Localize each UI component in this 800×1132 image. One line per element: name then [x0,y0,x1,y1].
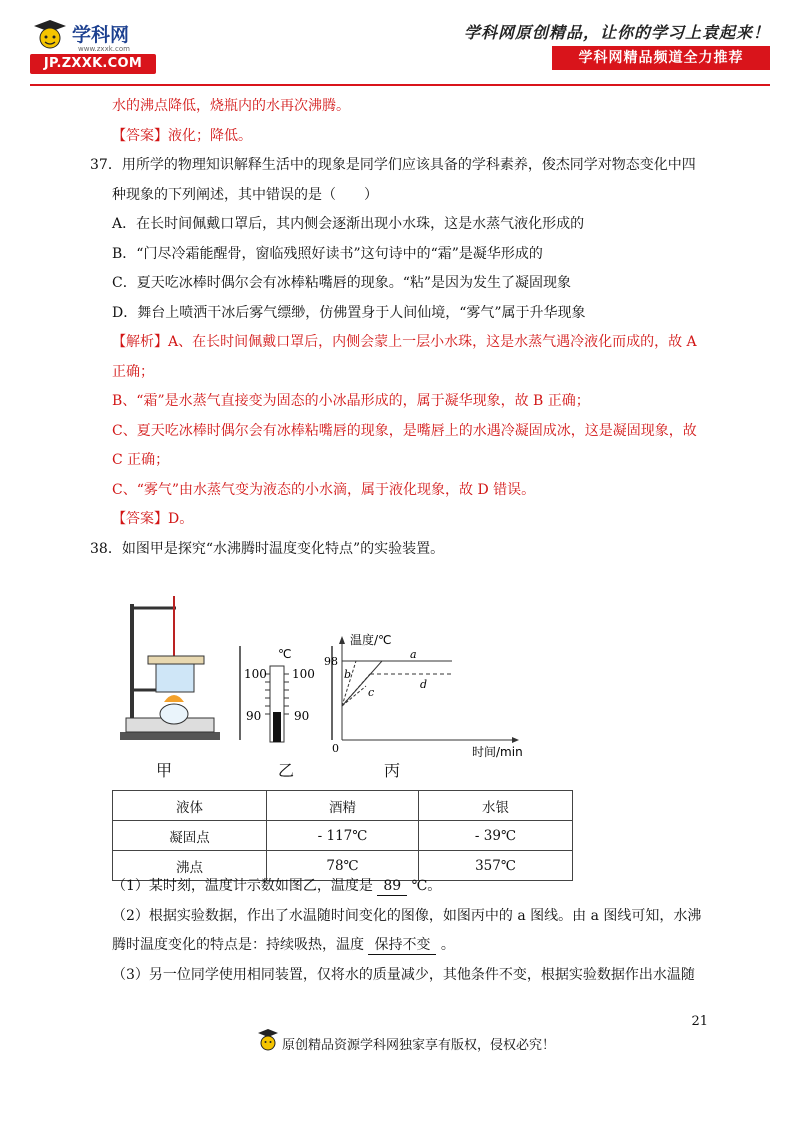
logo-url-bar [30,54,156,74]
q37-answer: 【答案】D。 [112,511,194,527]
q38-subquestions [112,872,712,990]
q38-figure [112,590,572,785]
thermo-100-right: 100 [292,667,315,681]
thermo-unit: ℃ [278,647,292,661]
prev-explanation: 水的沸点降低，烧瓶内的水再次沸腾。 [112,98,350,114]
liquid-properties-table [112,790,573,881]
channel-banner [552,46,770,70]
q38-part2-end: 。 [440,937,455,953]
graph-xlabel: 时间/min [472,745,523,759]
q38-stem: 38．如图甲是探究“水沸腾时温度变化特点”的实验装置。 [90,540,445,557]
graph-ylabel: 温度/℃ [350,633,392,647]
q38-part2-line1: （2）根据实验数据，作出了水温随时间变化的图像，如图丙中的 a 图线。由 a 图线可知，水沸 [112,907,702,924]
q38-part1-text: （1）某时刻，温度计示数如图乙，温度是 [112,878,373,894]
thermo-100-left: 100 [244,667,267,681]
fig-label-yi: 乙 [278,761,295,780]
q37-stem-1: 37．用所学的物理知识解释生活中的现象是同学们应该具备的学科素养，俊杰同学对物态变化中四 [90,157,696,173]
page-header [0,0,800,86]
prev-answer: 【答案】液化；降低。 [112,127,252,144]
fig-label-bing: 丙 [384,761,401,780]
fig-label-jia: 甲 [156,761,173,780]
header-slogan: 学科网原创精品，让你的学习上袁起来！ [463,23,770,42]
q37-option-b: B．“门尽冷霜能醒骨，窗临残照好读书”这句诗中的“霜”是凝华形成的 [112,245,543,262]
graph-line-a: a [410,648,417,661]
graph-line-b: b [344,668,352,681]
graph-y98: 98 [324,655,338,668]
table-cell: - 39℃ [419,821,573,851]
header-divider [30,84,770,86]
temperature-graph [324,630,572,800]
table-cell: 液体 [113,791,267,821]
q38-part1-answer: 89 [377,877,407,896]
apparatus-diagram [112,590,232,750]
thermo-90-right: 90 [294,709,310,723]
table-row [113,821,573,851]
thermo-90-left: 90 [246,709,262,723]
q37-option-d: D．舞台上喷洒干冰后雾气缥缈，仿佛置身于人间仙境，“雾气”属于升华现象 [112,304,586,321]
q37-explanation-2: 正确； [112,363,154,380]
graph-origin: 0 [332,742,339,755]
table-cell: 357℃ [419,851,573,881]
logo-url-small: www.zxxk.com [78,45,130,53]
page-number: 21 [691,1014,708,1029]
q38-part3: （3）另一位同学使用相同装置，仅将水的质量减少，其他条件不变，根据实验数据作出水温随 [112,966,695,983]
logo-url: JP.ZXXK.COM [43,56,143,71]
q37-explanation-4: C、夏天吃冰棒时偶尔会有冰棒粘嘴唇的现象，是嘴唇上的水遇冷凝固成冰，这是凝固现象，故 [112,422,697,439]
q37-stem-2: 种现象的下列阐述，其中错误的是（ ） [112,186,378,203]
mascot-icon [256,1028,280,1054]
q37-explanation-5: C 正确； [112,452,170,468]
q37-option-a: A．在长时间佩戴口罩后，其内侧会逐渐出现小水珠，这是水蒸气液化形成的 [112,216,585,232]
table-row [113,791,573,821]
q38-part2-line2 [112,931,712,961]
q37-explanation-1: 【解析】A、在长时间佩戴口罩后，内侧会蒙上一层小水珠，这是水蒸气遇冷液化而成的，故 A [112,334,697,350]
page-content [90,92,712,564]
page-footer [0,1010,800,1070]
zxxk-logo[interactable] [30,18,160,76]
q37-explanation-3: B、“霜”是水蒸气直接变为固态的小冰晶形成的，属于凝华现象，故 B 正确； [112,393,590,409]
q38-part2-text: 腾时温度变化的特点是：持续吸热，温度 [112,937,364,953]
copyright-notice: 原创精品资源学科网独家享有版权，侵权必究！ [282,1038,556,1053]
graph-line-d: d [420,678,428,691]
q38-part1 [112,872,712,902]
q38-part2-answer: 保持不变 [368,936,436,955]
channel-text: 学科网精品频道全力推荐 [578,50,744,66]
mascot-icon [30,18,70,54]
q38-part1-unit: ℃。 [411,878,442,894]
table-cell: - 117℃ [267,821,419,851]
q37-option-c: C．夏天吃冰棒时偶尔会有冰棒粘嘴唇的现象。“粘”是因为发生了凝固现象 [112,275,572,291]
table-cell: 酒精 [267,791,419,821]
logo-text: 学科网 [72,24,130,46]
table-cell: 78℃ [267,851,419,881]
graph-line-c: c [368,686,375,699]
table-cell: 沸点 [113,851,267,881]
table-cell: 凝固点 [113,821,267,851]
q37-explanation-6: C、“雾气”由水蒸气变为液态的小水滴，属于液化现象，故 D 错误。 [112,481,536,498]
table-cell: 水银 [419,791,573,821]
